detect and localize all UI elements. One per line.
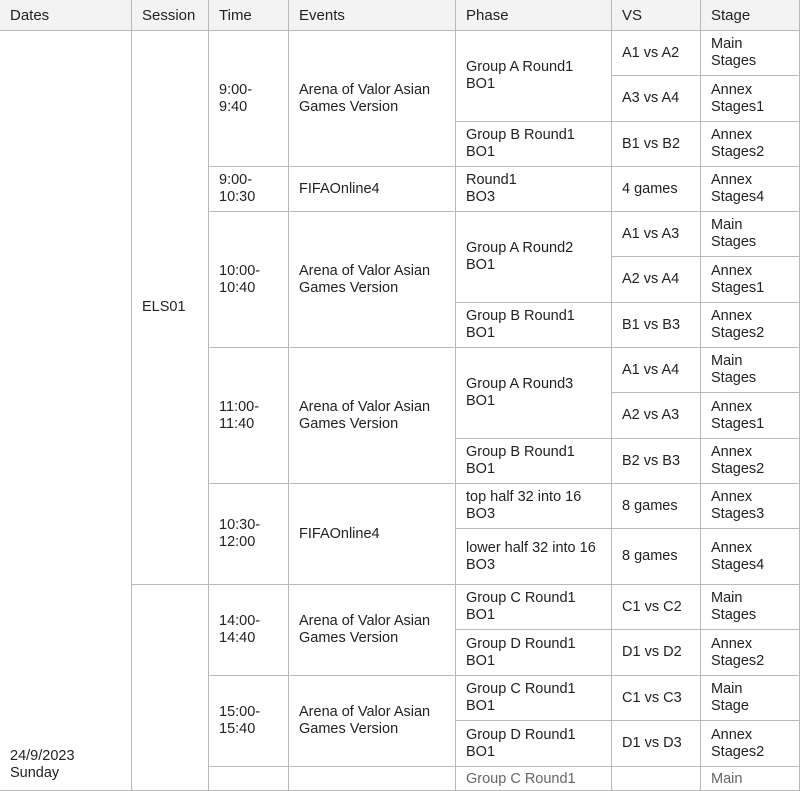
vs-cell: A1 vs A4 xyxy=(612,348,701,393)
vs-cell: 8 games xyxy=(612,484,701,529)
phase-cell: Group A Round2 BO1 xyxy=(456,212,612,303)
date-cell xyxy=(0,31,132,791)
vs-cell: A2 vs A3 xyxy=(612,393,701,439)
vs-cell: B1 vs B3 xyxy=(612,303,701,348)
phase-cell: Group D Round1 BO1 xyxy=(456,630,612,676)
stage-cell: Main Stages xyxy=(701,348,800,393)
vs-cell-partial xyxy=(612,767,701,791)
phase-cell: Group C Round1 BO1 xyxy=(456,676,612,721)
phase-cell: Group B Round1 BO1 xyxy=(456,303,612,348)
stage-cell: Annex Stages1 xyxy=(701,76,800,122)
time-cell: 15:00- 15:40 xyxy=(209,676,289,767)
stage-cell: Annex Stages2 xyxy=(701,630,800,676)
stage-cell: Annex Stages2 xyxy=(701,122,800,167)
header-dates: Dates xyxy=(0,0,132,31)
stage-cell: Annex Stages2 xyxy=(701,439,800,484)
phase-cell: Round1 BO3 xyxy=(456,167,612,212)
time-cell: 14:00- 14:40 xyxy=(209,585,289,676)
vs-cell: B1 vs B2 xyxy=(612,122,701,167)
time-cell: 10:00- 10:40 xyxy=(209,212,289,348)
session-els01: ELS01 xyxy=(132,31,209,585)
phase-cell: Group B Round1 BO1 xyxy=(456,439,612,484)
vs-cell: A3 vs A4 xyxy=(612,76,701,122)
stage-cell-partial: Main xyxy=(701,767,800,791)
time-cell-partial xyxy=(209,767,289,791)
vs-cell: A1 vs A2 xyxy=(612,31,701,76)
header-events: Events xyxy=(289,0,456,31)
event-cell: Arena of Valor Asian Games Version xyxy=(289,31,456,167)
phase-cell: top half 32 into 16 BO3 xyxy=(456,484,612,529)
vs-cell: 8 games xyxy=(612,529,701,585)
day-text: Sunday xyxy=(10,765,60,781)
vs-cell: 4 games xyxy=(612,167,701,212)
vs-cell: C1 vs C3 xyxy=(612,676,701,721)
time-cell: 11:00- 11:40 xyxy=(209,348,289,484)
phase-cell: Group A Round3 BO1 xyxy=(456,348,612,439)
event-cell: Arena of Valor Asian Games Version xyxy=(289,348,456,484)
stage-cell: Annex Stages2 xyxy=(701,303,800,348)
phase-cell: Group A Round1 BO1 xyxy=(456,31,612,122)
header-session: Session xyxy=(132,0,209,31)
stage-cell: Main Stages xyxy=(701,212,800,257)
stage-cell: Annex Stages4 xyxy=(701,529,800,585)
vs-cell: D1 vs D2 xyxy=(612,630,701,676)
stage-cell: Main Stages xyxy=(701,31,800,76)
time-cell: 9:00- 9:40 xyxy=(209,31,289,167)
vs-cell: A2 vs A4 xyxy=(612,257,701,303)
phase-cell: Group C Round1 BO1 xyxy=(456,585,612,630)
time-cell: 10:30- 12:00 xyxy=(209,484,289,585)
stage-cell: Annex Stages3 xyxy=(701,484,800,529)
header-vs: VS xyxy=(612,0,701,31)
stage-cell: Annex Stages2 xyxy=(701,721,800,767)
vs-cell: C1 vs C2 xyxy=(612,585,701,630)
stage-cell: Main Stage xyxy=(701,676,800,721)
stage-cell: Main Stages xyxy=(701,585,800,630)
vs-cell: B2 vs B3 xyxy=(612,439,701,484)
event-cell: Arena of Valor Asian Games Version xyxy=(289,212,456,348)
stage-cell: Annex Stages4 xyxy=(701,167,800,212)
session-empty xyxy=(132,585,209,791)
header-stage: Stage xyxy=(701,0,800,31)
time-cell: 9:00- 10:30 xyxy=(209,167,289,212)
event-cell-partial xyxy=(289,767,456,791)
event-cell: Arena of Valor Asian Games Version xyxy=(289,676,456,767)
event-cell: FIFAOnline4 xyxy=(289,484,456,585)
event-cell: FIFAOnline4 xyxy=(289,167,456,212)
vs-cell: A1 vs A3 xyxy=(612,212,701,257)
phase-cell: Group B Round1 BO1 xyxy=(456,122,612,167)
date-text: 24/9/2023 xyxy=(10,748,75,764)
phase-cell: lower half 32 into 16 BO3 xyxy=(456,529,612,585)
phase-cell-partial: Group C Round1 xyxy=(456,767,612,791)
vs-cell: D1 vs D3 xyxy=(612,721,701,767)
stage-cell: Annex Stages1 xyxy=(701,393,800,439)
event-cell: Arena of Valor Asian Games Version xyxy=(289,585,456,676)
header-phase: Phase xyxy=(456,0,612,31)
header-time: Time xyxy=(209,0,289,31)
stage-cell: Annex Stages1 xyxy=(701,257,800,303)
phase-cell: Group D Round1 BO1 xyxy=(456,721,612,767)
